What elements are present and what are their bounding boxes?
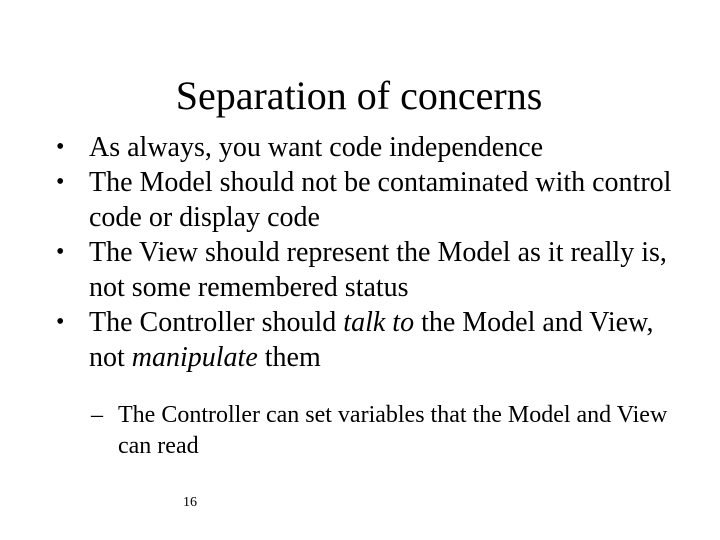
bullet-item bbox=[56, 305, 696, 375]
page-number: 16 bbox=[183, 495, 197, 510]
sub-bullet-text: The Controller can set variables that the Model and View can read bbox=[118, 402, 668, 459]
bullet-text bbox=[89, 307, 653, 373]
bullet-text: The Model should not be contaminated with control code or display code bbox=[89, 167, 672, 233]
bullet-marker: • bbox=[56, 169, 65, 195]
sub-bullet-marker: – bbox=[91, 402, 103, 428]
bullet-marker: • bbox=[56, 134, 65, 160]
sub-bullet-item bbox=[91, 400, 691, 462]
bullet-italic-text: talk to bbox=[343, 307, 415, 338]
bullet-text-segment: The Controller should bbox=[89, 307, 344, 338]
bullet-item bbox=[56, 130, 696, 165]
bullet-italic-text: manipulate bbox=[131, 342, 258, 373]
bullet-text: The View should represent the Model as it really is, not some remembered status bbox=[89, 237, 667, 303]
sub-bullet-list bbox=[91, 400, 691, 462]
bullet-marker: • bbox=[56, 239, 65, 265]
bullet-item bbox=[56, 235, 696, 305]
bullet-text: As always, you want code independence bbox=[89, 132, 544, 163]
bullet-item bbox=[56, 165, 696, 235]
bullet-list bbox=[56, 130, 696, 375]
slide-title: Separation of concerns bbox=[175, 73, 543, 118]
bullet-marker: • bbox=[56, 309, 65, 335]
bullet-text-segment: them bbox=[257, 342, 321, 373]
bullet-text-segment: the Model and View, not bbox=[89, 307, 654, 373]
